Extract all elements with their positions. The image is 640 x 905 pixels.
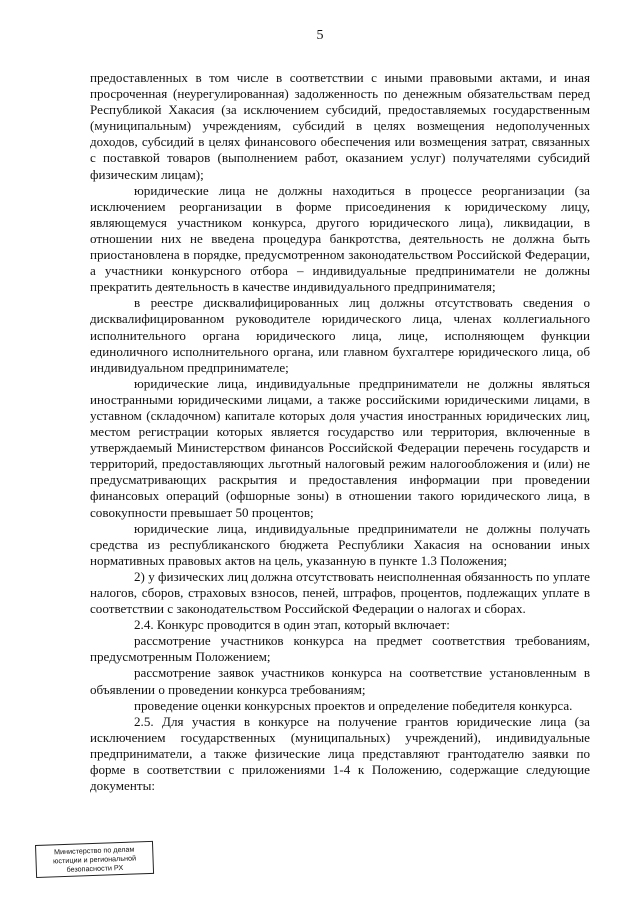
paragraph: 2.4. Конкурс проводится в один этап, который включает:	[134, 617, 450, 633]
paragraph: в реестре дисквалифицированных лиц должны отсутствовать сведения о дисквалифицированном руководителе юридического лица, членах коллегиального исполнительного органа юридического лица, лице, исполняющем функции единоличного исполнительного органа, или главном бухгалтере юридического лица, об индивидуальном предпринимателе;	[90, 295, 590, 375]
page-number: 5	[316, 28, 324, 43]
paragraph: рассмотрение участников конкурса на предмет соответствия требованиям, предусмотренным Положением;	[90, 633, 590, 665]
paragraph: предоставленных в том числе в соответствии с иными правовыми актами, и иная просроченная (неурегулированная) задолженность по денежным обязательствам перед Республикой Хакасия (за исключением субсидий, предоставляемых государственным (муниципальным) учреждениям, субсидий в целях возмещения недополученных доходов, субсидий в целях финансового обеспечения или возмещения затрат, связанных с поставкой товаров (выполнением работ, оказанием услуг) получателями субсидий физическим лицам);	[90, 70, 590, 182]
stamp-line: юстиции и региональной	[52, 853, 137, 866]
paragraph: 2) у физических лиц должна отсутствовать неисполненная обязанность по уплате налогов, сборов, страховых взносов, пеней, штрафов, процентов, подлежащих уплате в соответствии с законодательством Российской Федерации о налогах и сборах.	[90, 568, 590, 617]
document-body	[90, 70, 590, 794]
paragraph: проведение оценки конкурсных проектов и определение победителя конкурса.	[134, 697, 573, 713]
paragraph: рассмотрение заявок участников конкурса на соответствие установленным в объявлении о проведении конкурса требованиям;	[90, 665, 590, 697]
paragraph: 2.5. Для участия в конкурсе на получение грантов юридические лица (за исключением государственных (муниципальных) учреждений), индивидуальные предприниматели, а также физические лица представляют грантодателю заявки по форме в соответствии с приложениями 1-4 к Положению, содержащие следующие документы:	[90, 713, 590, 794]
registration-stamp	[35, 841, 154, 878]
stamp-line: безопасности РХ	[66, 862, 124, 874]
paragraph: юридические лица, индивидуальные предприниматели не должны являться иностранными юридическими лицами, а также российскими юридическими лицами, в уставном (складочном) капитале которых доля участия иностранных юридических лиц, местом регистрации которых является государство или территория, включенные в утверждаемый Министерством финансов Российской Федерации перечень государств и территорий, предоставляющих льготный налоговый режим налогообложения и (или) не предусматривающих раскрытия и предоставления информации при проведении финансовых операций (офшорные зоны) в отношении такого юридического лица, в совокупности превышает 50 процентов;	[90, 375, 590, 520]
paragraph: юридические лица не должны находиться в процессе реорганизации (за исключением реорганизации в форме присоединения к юридическому лицу, являющемуся участником конкурса, другого юридического лица), ликвидации, в отношении них не введена процедура банкротства, деятельность не должна быть приостановлена в порядке, предусмотренном законодательством Российской Федерации, а участники конкурсного отбора – индивидуальные предприниматели не должны прекратить деятельность в качестве индивидуального предпринимателя;	[90, 182, 590, 295]
stamp-line: Министерство по делам	[53, 844, 135, 857]
paragraph: юридические лица, индивидуальные предприниматели не должны получать средства из республиканского бюджета Республики Хакасия на основании иных нормативных правовых актов на цель, указанную в пункте 1.3 Положения;	[90, 520, 590, 568]
